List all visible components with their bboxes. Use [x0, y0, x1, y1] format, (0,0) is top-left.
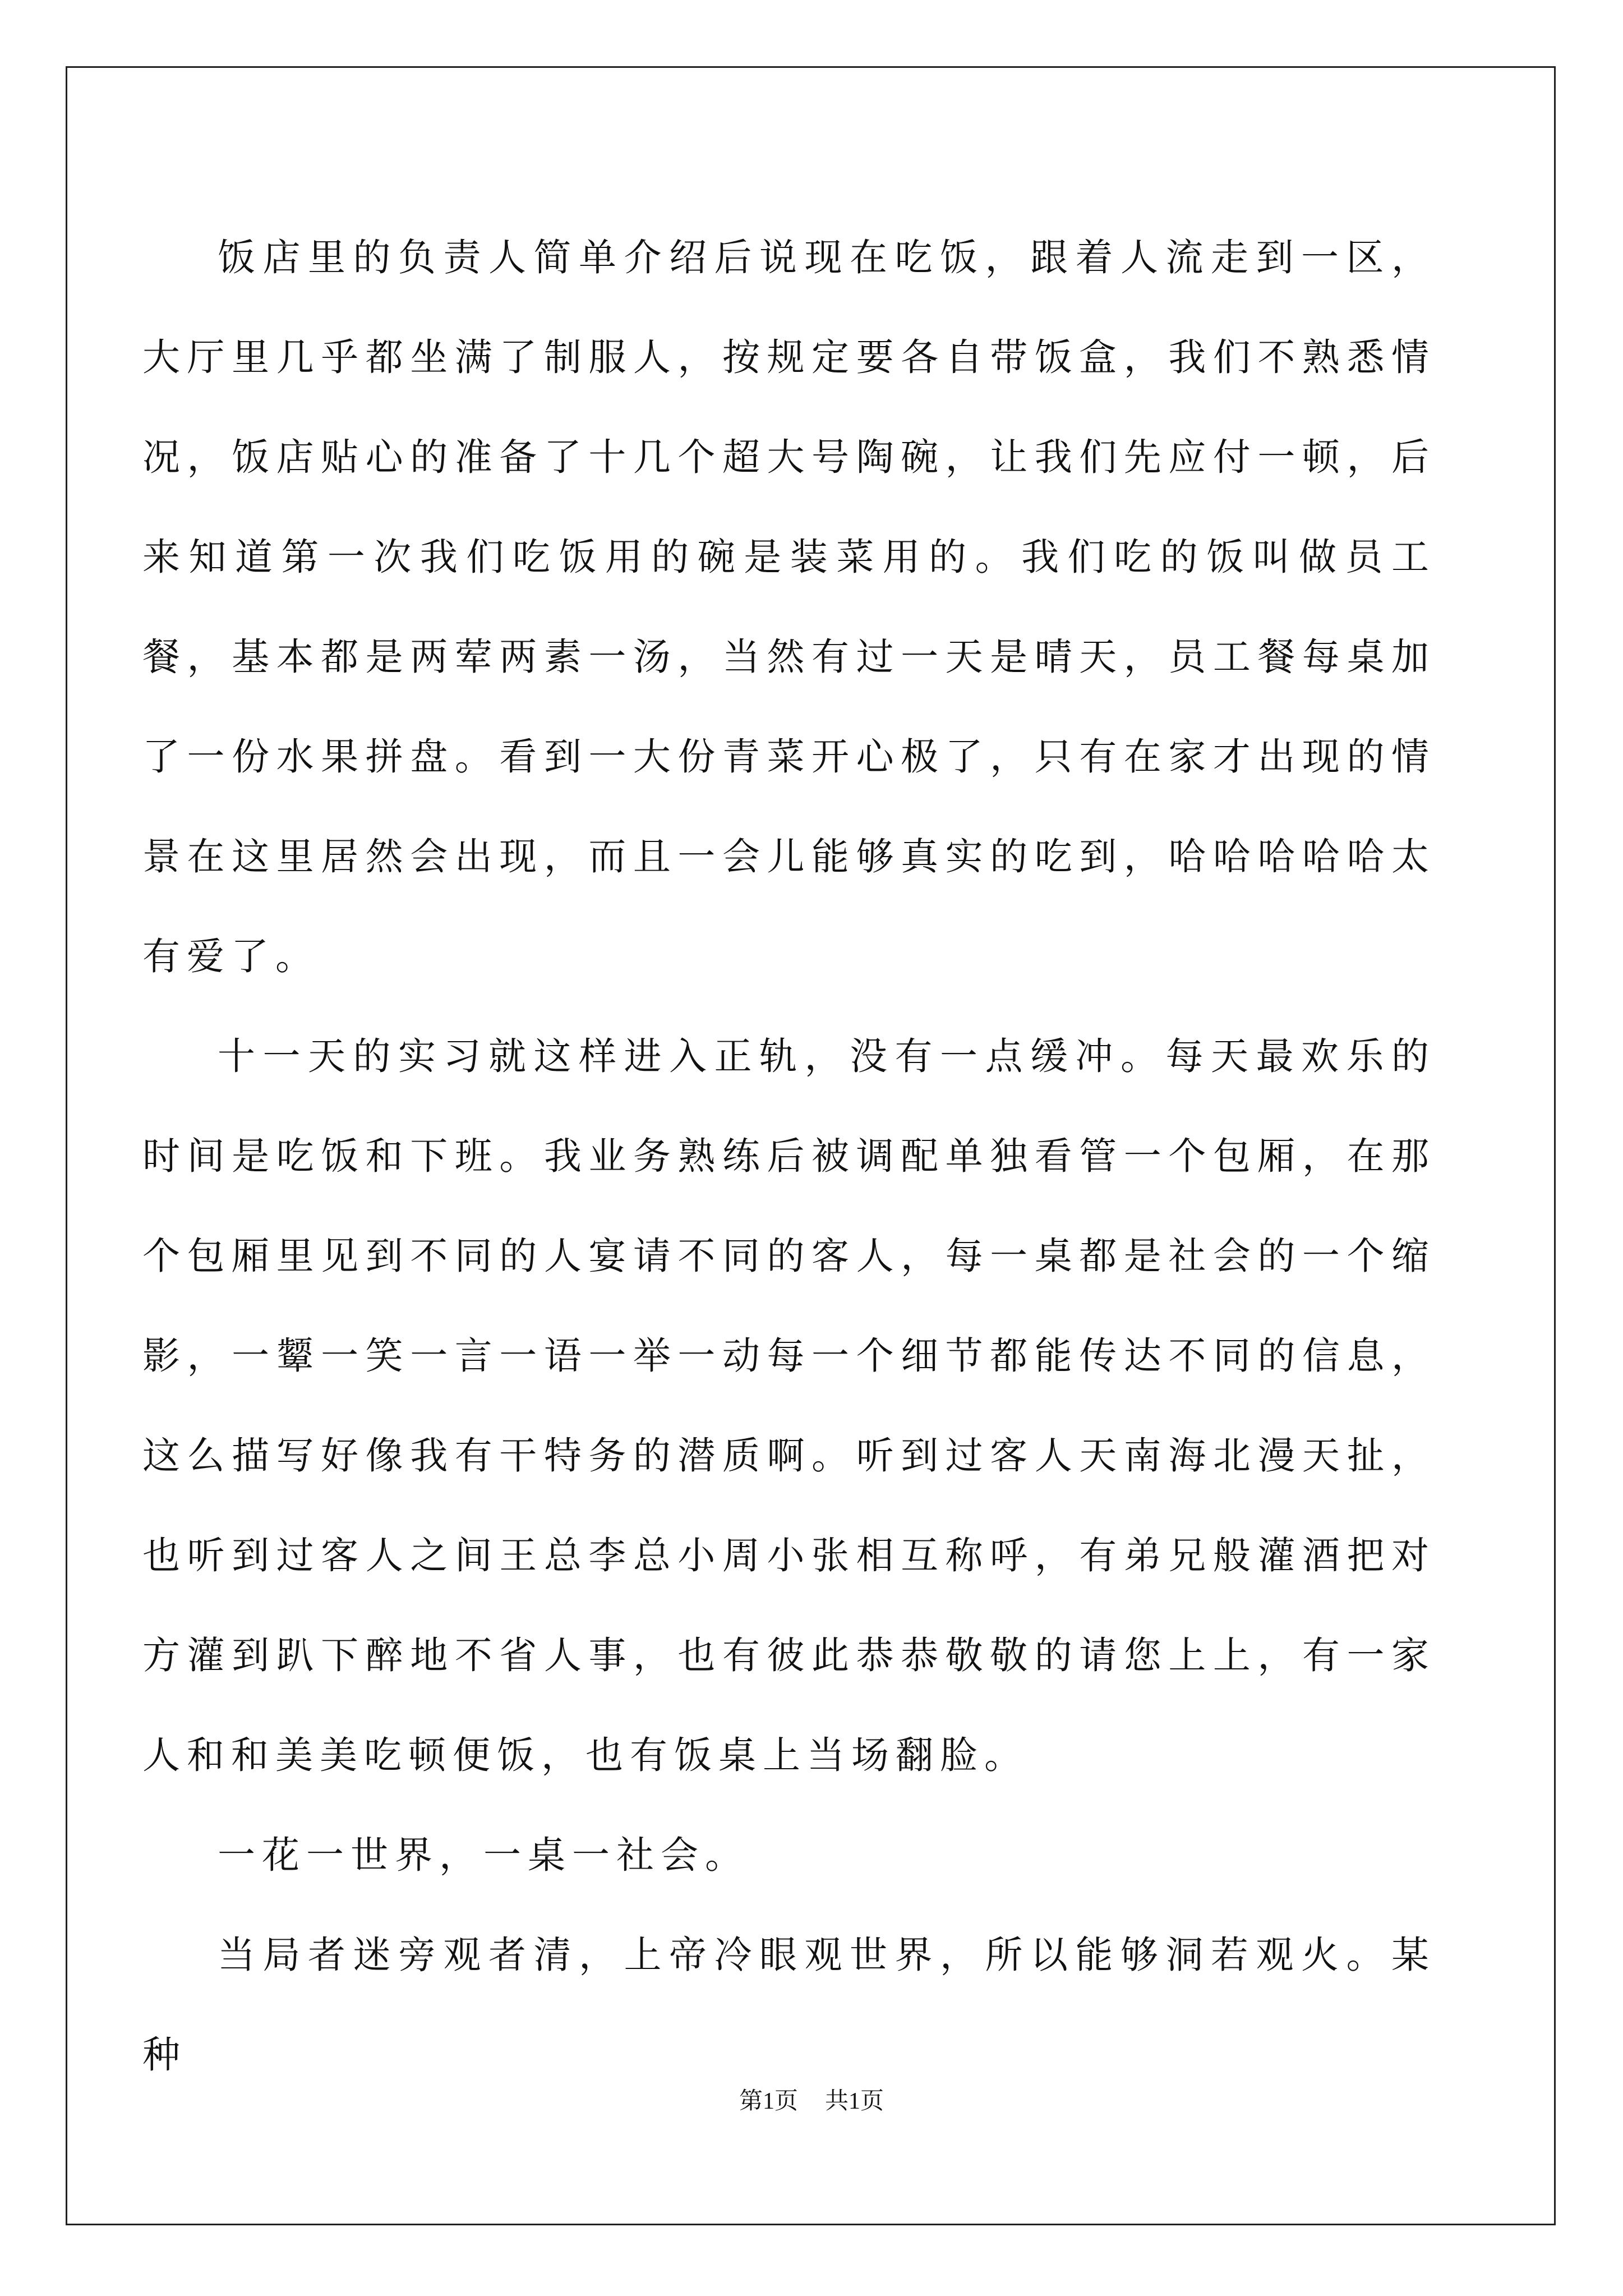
page-footer [0, 2082, 1623, 2116]
document-body [142, 208, 1436, 2105]
page-number: 第1页 [739, 2088, 798, 2114]
paragraph-4: 当局者迷旁观者清，上帝冷眼观世界，所以能够洞若观火。某种 [142, 1933, 1436, 2077]
paragraph-3: 一花一世界，一桌一社会。 [218, 1833, 749, 1877]
paragraph-1: 饭店里的负责人简单介绍后说现在吃饭，跟着人流走到一区，大厅里几乎都坐满了制服人，按规定要各自带饭盒，我们不熟悉情况，饭店贴心的准备了十几个超大号陶碗，让我们先应付一顿，后来知道第一次我们吃饭用的碗是装菜用的。我们吃的饭叫做员工餐，基本都是两荤两素一汤，当然有过一天是晴天，员工餐每桌加了一份水果拼盘。看到一大份青菜开心极了，只有在家才出现的情景在这里居然会出现，而且一会儿能够真实的吃到，哈哈哈哈哈太有爱了。 [142, 236, 1436, 978]
paragraph-2: 十一天的实习就这样进入正轨，没有一点缓冲。每天最欢乐的时间是吃饭和下班。我业务熟练后被调配单独看管一个包厢，在那个包厢里见到不同的人宴请不同的客人，每一桌都是社会的一个缩影，一颦一笑一言一语一举一动每一个细节都能传达不同的信息，这么描写好像我有干特务的潜质啊。听到过客人天南海北漫天扯，也听到过客人之间王总李总小周小张相互称呼，有弟兄般灌酒把对方灌到趴下醉地不省人事，也有彼此恭恭敬敬的请您上上，有一家人和和美美吃顿便饭，也有饭桌上当场翻脸。 [142, 1034, 1436, 1777]
page-total: 共1页 [825, 2088, 884, 2114]
